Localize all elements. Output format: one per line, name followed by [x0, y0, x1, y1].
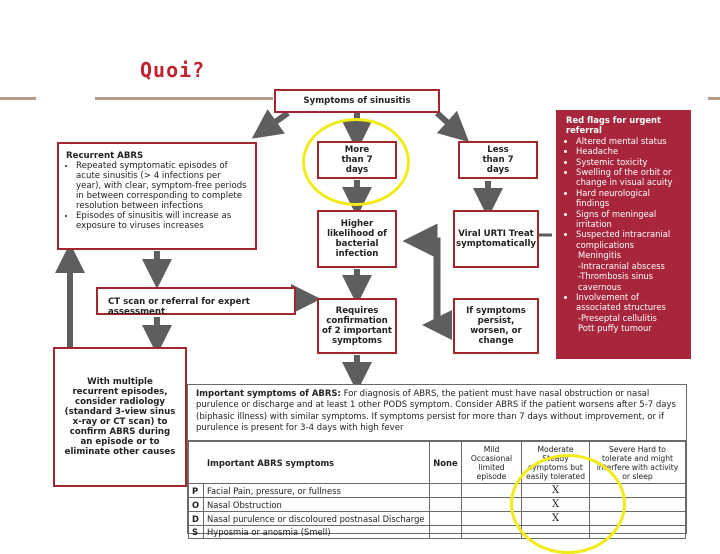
cell-none: [430, 498, 462, 512]
cell-none: [430, 512, 462, 526]
row-symptom: Facial Pain, pressure, or fullness: [204, 484, 430, 498]
row-symptom: Nasal Obstruction: [204, 498, 430, 512]
box-less-than-7-days: Less than 7 days: [458, 141, 538, 179]
box-symptoms-of-sinusitis: Symptoms of sinusitis: [274, 89, 440, 113]
header-severe: Severe Hard to tolerate and might interfere with activity or sleep: [590, 442, 686, 484]
header-mild: Mild Occasional limited episode: [462, 442, 522, 484]
structure-item: -Preseptal cellulitis: [578, 312, 657, 323]
box-recurrent-abrs: [57, 142, 257, 250]
highlight-circle-more-than-7-days: [302, 118, 410, 206]
cell-none: [430, 484, 462, 498]
header-symptoms: Important ABRS symptoms: [189, 442, 430, 484]
arrow-top-left: [264, 113, 288, 130]
row-letter: D: [189, 512, 204, 526]
box-higher-likelihood: Higher likelihood of bacterial infection: [317, 210, 397, 268]
red-flag-item: • Signs of meningeal irritation: [576, 209, 685, 230]
table-intro: [188, 385, 686, 441]
recurrent-item: • Repeated symptomatic episodes of acute sinusitis (> 4 infections per year), with clear, symptom-free periods in between corresponding to complete resolution between infections: [76, 161, 248, 211]
arrow-top-right: [437, 113, 458, 132]
recurrent-item: • Episodes of sinusitis will increase as exposure to viruses increases: [76, 211, 248, 231]
red-flag-item: • Altered mental status: [576, 136, 685, 146]
header-moderate: Moderate Steady symptoms but easily tolerated: [522, 442, 590, 484]
header-none: None: [430, 442, 462, 484]
cell-moderate: X: [522, 512, 590, 526]
cell-moderate: X: [522, 484, 590, 498]
row-letter: S: [189, 526, 204, 539]
complication-item: Meningitis: [578, 250, 621, 261]
persist-loop-connector: [420, 241, 448, 325]
box-ct-scan: CT scan or referral for expert assessment: [96, 287, 296, 315]
slide-title: Quoi?: [140, 58, 206, 82]
row-symptom: Hyposmia or anosmia (Smell): [204, 526, 430, 539]
box-more-than-7-days: More than 7 days: [317, 141, 397, 179]
cell-mild: [462, 526, 522, 539]
red-flags-heading: Red flags for urgent referral: [566, 115, 661, 136]
recurrent-heading: Recurrent ABRS: [66, 151, 144, 161]
red-flag-item: • Suspected intracranial complications: [576, 229, 685, 250]
red-flag-item: • Headache: [576, 146, 685, 156]
table-intro-text: For diagnosis of ABRS, the patient must have nasal obstruction or nasal purulence or discharge and at least 1 other PODS symptom. Consider ABRS if the patient worsens after 5-7 days (biphasic illness) with similar symptoms. If symptoms persist for more than 7 days without improvement, or if purulence is present for 3-4 days with high fever: [196, 389, 676, 433]
red-flag-item: • Swelling of the orbit or change in visual acuity: [576, 167, 685, 188]
row-letter: P: [189, 484, 204, 498]
box-red-flags: [556, 110, 691, 359]
row-symptom: Nasal purulence or discoloured postnasal Discharge: [204, 512, 430, 526]
red-flag-item: • Systemic toxicity: [576, 157, 685, 167]
highlight-circle-moderate-column: [510, 454, 626, 554]
structure-item: Pott puffy tumour: [578, 323, 652, 334]
table-intro-heading: Important symptoms of ABRS:: [196, 389, 341, 399]
red-flag-item: • Involvement of associated structures: [576, 292, 685, 313]
cell-moderate: X: [522, 498, 590, 512]
box-multiple-recurrent: With multiple recurrent episodes, consider radiology (standard 3-view sinus x-ray or CT scan) to confirm ABRS during an episode or to eliminate other causes: [53, 347, 187, 487]
box-if-symptoms-persist: If symptoms persist, worsen, or change: [453, 298, 539, 354]
cell-none: [430, 526, 462, 539]
box-viral-urti: Viral URTI Treat symptomatically: [453, 210, 539, 268]
complication-item: -Intracranial abscess: [578, 260, 665, 271]
complication-item: -Thrombosis sinus cavernous: [578, 271, 654, 292]
red-flag-item: • Hard neurological findings: [576, 188, 685, 209]
box-requires-confirmation: Requires confirmation of 2 important symptoms: [317, 298, 397, 354]
row-letter: O: [189, 498, 204, 512]
